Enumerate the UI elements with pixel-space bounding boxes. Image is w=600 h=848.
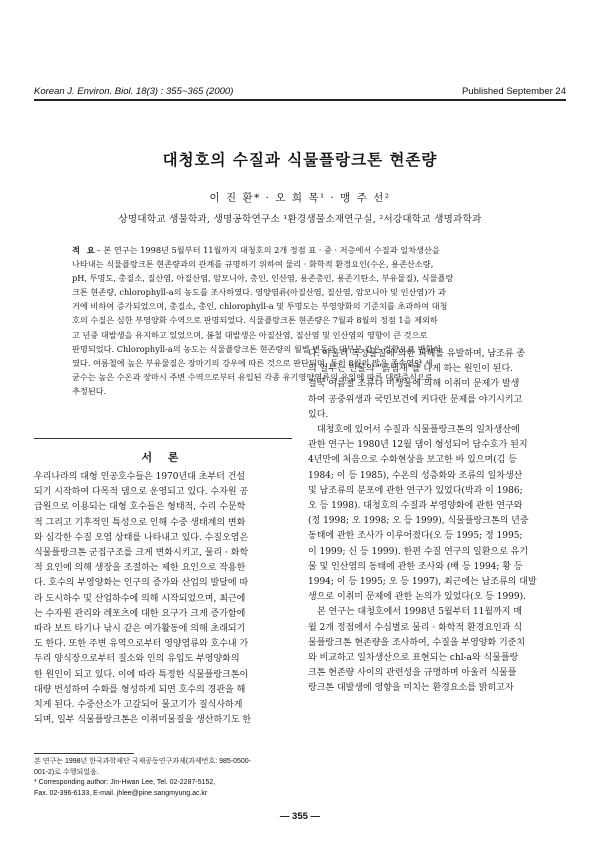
body-line: 적 그리고 기후적인 특성으로 인해 수중 생태계의 변화: [34, 517, 246, 528]
body-line: 크톤 현존량 사이의 관련성을 규명하며 아울러 식물플: [308, 668, 517, 679]
section-divider: [34, 438, 292, 439]
paper-title: 대청호의 수질과 식물플랑크톤 현존량: [162, 150, 438, 169]
abstract-label: 적 요: [72, 245, 97, 255]
abstract-line: pH, 투명도, 총질소, 질산염, 아질산염, 암모니아, 총인, 인산염, 용존총인, 용존기탄소, 부유물질), 식물플랑: [72, 273, 454, 284]
body-line: 랑크톤 대발생에 영향을 미치는 환경요소를 밝히고자: [308, 683, 514, 694]
body-line: 있다.: [308, 409, 329, 420]
body-line: 한 원인이 되고 있다. 이에 따라 특정한 식물플랑크톤이: [34, 669, 249, 680]
abstract-line: 거에 비하여 증가되었으며, 총질소, 총인, chlorophyll-a 및 투명도는 부영양화의 기준치를 초과하여 대청: [72, 301, 448, 312]
body-line: 본 연구는 대청호에서 1998년 5월부터 11월까지 매: [308, 607, 523, 618]
body-line: 는 수자원 관리와 레포츠에 대한 요구가 크게 증가함에: [34, 608, 246, 619]
abstract-line: 판명되었다. Chlorophyll-a의 농도는 식물플랑크톤 현존량의 월별 변동과 대부분 같은 경향으로 변화하: [72, 343, 442, 354]
body-line: 와 심각한 수질 오염 상태를 나타내고 있다. 수질오염은: [34, 532, 249, 543]
body-line: 관한 연구는 1980년 12월 댐이 형성되어 담수호가 된지: [308, 440, 528, 451]
body-line: 적 요인에 의해 생장을 조절하는 제한 요인으로 작용한: [34, 563, 246, 574]
journal-citation: Korean J. Environ. Biol. 18(3) : 355~365 (2000): [34, 86, 234, 97]
abstract-line: 균수는 높은 수온과 장마시 주변 수역으로부터 유입된 각종 유기영양염류의 유입에 따른 대량증식으로: [72, 371, 433, 382]
footnote-line: * Corresponding author: Jin-Hwan Lee, Tel. 02-2287-5152,: [34, 779, 216, 787]
abstract-line: 적 요– 본 연구는 1998년 5월부터 11월까지 대청호의 2개 정점 표 · 중 · 저층에서 수질과 일차생산을: [72, 245, 440, 255]
body-line: 생으로 이취미 문제에 관한 논의가 있었다(오 등 1999).: [308, 592, 527, 603]
body-line: 물플랑크톤 현존량을 조사하여, 수질을 부영양화 기준치: [308, 637, 526, 648]
footnote-rule: [34, 753, 134, 754]
body-line: 이 1999; 신 등 1999). 한편 수질 연구의 일환으로 유기: [308, 546, 529, 557]
footnote-line: Fax. 02-396-6133, E-mail. jhlee@pine.sangmyung.ac.kr: [34, 789, 208, 797]
section-heading-introduction: 서 론: [141, 451, 185, 464]
body-line: 도 한다. 또한 주변 유역으로부터 영양염류와 호수내 가: [34, 639, 249, 650]
body-line: 다. 호수의 부영양화는 인구의 증가와 산업의 발달에 따: [34, 578, 249, 589]
body-line: 오 등 1998). 대청호의 수질과 부영양화에 관한 연구와: [308, 501, 523, 512]
body-line: 되며, 일부 식물플랑크톤은 이취미물질을 생산하기도 한: [34, 715, 252, 726]
body-line: 대량 번성하여 수화를 형성하게 되면 호수의 경관을 해: [34, 684, 246, 695]
abstract-line: 나타내는 식물플랑크톤 현존량과의 관계를 규명하기 위하여 물리 · 화학적 환경요인(수온, 용존산소량,: [72, 259, 434, 270]
published-date: Published September 24: [461, 86, 566, 97]
footnote-line: 001-2)로 수행되었음.: [34, 768, 99, 776]
footnotes: [34, 757, 296, 799]
body-line: 다. 아울러 독성물질에 의한 피해를 유발하며, 남조류 종: [308, 349, 526, 359]
running-header: [34, 86, 566, 97]
header-rule: [34, 99, 566, 101]
left-column: [34, 470, 292, 728]
footnote-line: 본 연구는 1998년 한국과학재단 국제공동연구과제(과제번호: 985-0500-: [34, 758, 252, 765]
body-line: 및 남조류의 분포에 관한 연구가 있었다(박과 이 1986;: [308, 485, 523, 496]
body-line: 치게 된다. 수중산소가 고갈되어 물고기가 질식사하게: [34, 700, 243, 711]
body-line: (정 1998; 오 1998; 오 등 1999), 식물플랑크톤의 년중: [308, 516, 529, 527]
affiliation: 상명대학교 생물학과, 생명공학연구소 ¹환경생물소재연구실, ²서강대학교 생명과학과: [118, 214, 482, 225]
abstract-line: 호의 수질은 심한 부영양화 수역으로 판명되었다. 식물플랑크톤 현존량은 7월과 8월의 정점 1을 제외하: [72, 315, 438, 326]
body-line: 우리나라의 대형 인공호수들은 1970년대 초부터 건설: [34, 472, 246, 482]
body-line: 하여 공중위생과 국민보건에 커다란 문제를 야기시키고: [308, 394, 523, 405]
abstract-line: 였다. 여름철에 높은 부유물질은 장마기의 강우에 따른 것으로 판단되며, 특히 8월의 많은 종속영양 세: [72, 357, 433, 368]
body-line: 물 및 인산염의 동태에 관한 조사와 (배 등 1994; 황 등: [308, 561, 523, 572]
abstract-line: 추정된다.: [72, 385, 107, 396]
body-line: 급원으로 이용되는 대형 호수들은 형태적, 수리 수문학: [34, 502, 246, 513]
body-line: 1994; 이 등 1995; 오 등 1997), 최근에는 남조류의 대발: [308, 577, 537, 588]
body-line: 라 도시하수 및 산업하수에 의해 시작되었으며, 최근에: [34, 593, 246, 604]
body-line: 1984; 이 등 1985), 수온의 성층화와 조류의 일차생산: [308, 470, 523, 481]
abstract-line: 크톤 현존량, chlorophyll-a의 농도를 조사하였다. 영양염류(아질산염, 질산염, 암모니아 및 인산염)가 과: [72, 287, 446, 298]
body-line: 의 일부는 민물의 "흙냄새"를 나게 하는 원인이 된다.: [308, 364, 514, 375]
body-line: 식물플랑크톤 군집구조를 크게 변화시키고, 물리 · 화학: [34, 548, 249, 559]
page-number: — 355 —: [279, 811, 321, 822]
body-line: 4년만에 처음으로 수화현상을 보고한 바 있으며(김 등: [308, 455, 517, 466]
author-list: 이 진 환* · 오 희 목¹ · 맹 주 선²: [209, 192, 391, 204]
body-line: 결국 여름철 조류나 미생물에 의해 이취미 문제가 발생: [308, 379, 520, 390]
body-line: 두리 양식장으로부터 질소와 인의 유입도 부영양화의: [34, 654, 240, 665]
abstract-line: 고 년중 대발생을 유지하고 있었으며, 봄철 대발생은 아질산염, 질산염 및 인산염의 영향이 큰 것으로: [72, 329, 428, 340]
body-line: 와 비교하고 일차생산으로 표현되는 chl-a와 식물플랑: [308, 653, 519, 664]
body-line: 동태에 관한 조사가 이루어졌다(오 등 1995; 정 1995;: [308, 531, 523, 542]
body-line: 되기 시작하여 다목적 댐으로 운영되고 있다. 수자원 공: [34, 487, 249, 498]
right-column: [308, 347, 566, 697]
body-line: 따라 보트 타기나 낚시 같은 여가활동에 의해 초래되기: [34, 624, 246, 635]
body-line: 대청호에 있어서 수질과 식물플랑크톤의 일차생산에: [308, 425, 520, 436]
body-line: 월 2개 정점에서 수심별로 물리 · 화학적 환경요인과 식: [308, 622, 523, 633]
